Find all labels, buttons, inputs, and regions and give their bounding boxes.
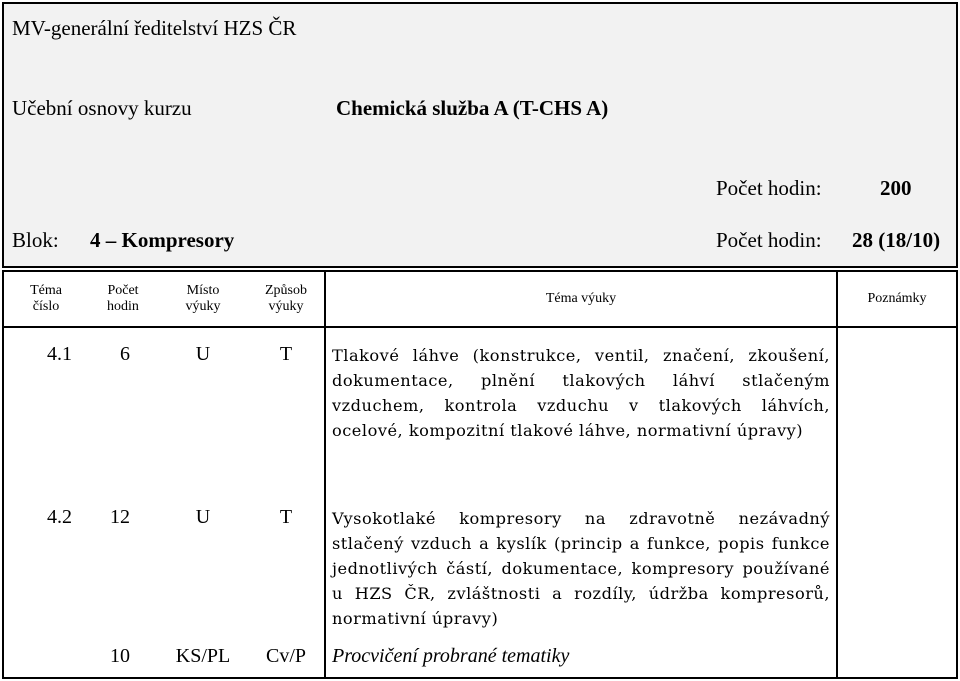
- row-1-place: U: [195, 343, 211, 365]
- column-header-method: Způsob výuky: [265, 283, 307, 314]
- block-label: Blok:: [12, 228, 59, 252]
- outline-label: Učební osnovy kurzu: [12, 96, 192, 120]
- row-2-topic-no: 4.2: [47, 506, 72, 528]
- block-hours-value: 28 (18/10): [852, 228, 941, 252]
- course-title: Chemická služba A (T-CHS A): [336, 96, 609, 120]
- row-3-hours: 10: [110, 645, 130, 667]
- total-hours-value: 200: [880, 176, 912, 200]
- row-2-place: U: [195, 506, 211, 528]
- total-hours-label: Počet hodin:: [716, 176, 822, 200]
- document-header: [2, 2, 958, 268]
- row-1-method: T: [279, 343, 293, 365]
- organization-name: MV-generální ředitelství HZS ČR: [12, 16, 297, 40]
- column-header-divider: [4, 326, 956, 328]
- row-3-topic: Procvičení probrané tematiky: [332, 645, 570, 667]
- curriculum-table: [2, 270, 958, 679]
- row-1-hours: 6: [120, 343, 130, 365]
- row-2-method: T: [279, 506, 293, 528]
- block-title: 4 – Kompresory: [90, 228, 235, 252]
- row-2-topic: Vysokotlaké kompresory na zdravotně nezávadný stlačený vzduch a kyslík (princip a funkce, popis funkce jednotlivých částí, dokumentace, kompresory používané u HZS ČR, zvláštnosti a rozdíly, údržba kompresorů, normativní úpravy): [332, 509, 830, 628]
- topic-column-left-border: [324, 272, 326, 677]
- column-header-topic: Téma výuky: [545, 291, 617, 306]
- column-header-hours: Počet hodin: [107, 283, 139, 314]
- notes-column-left-border: [836, 272, 838, 677]
- row-2-hours: 12: [110, 506, 130, 528]
- column-header-place: Místo výuky: [185, 283, 221, 314]
- column-header-topic-no: Téma číslo: [30, 283, 62, 314]
- row-3-place: KS/PL: [175, 645, 231, 667]
- row-1-topic-no: 4.1: [47, 343, 72, 365]
- column-header-notes: Poznámky: [867, 291, 927, 306]
- row-1-topic: Tlakové láhve (konstrukce, ventil, značení, zkoušení, dokumentace, plnění tlakových láhví stlačeným vzduchem, kontrola vzduchu v tlakových láhvích, ocelové, kompozitní tlakové láhve, normativní úpravy): [332, 346, 830, 440]
- block-hours-label: Počet hodin:: [716, 228, 822, 252]
- row-3-method: Cv/P: [265, 645, 307, 667]
